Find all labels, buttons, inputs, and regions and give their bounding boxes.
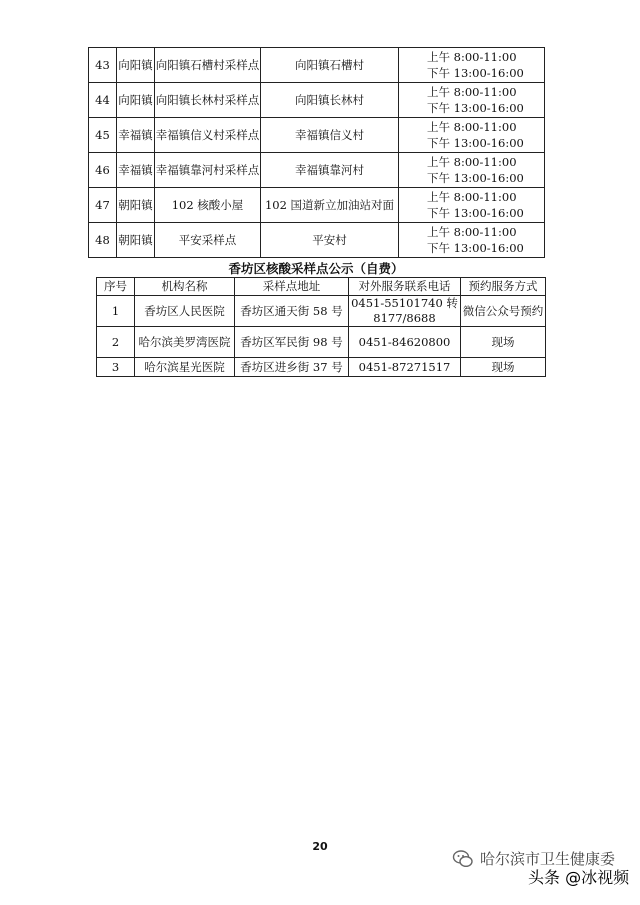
site-address: 香坊区军民街 98 号: [235, 327, 349, 358]
booking-mode: 微信公众号预约: [461, 296, 546, 327]
morning-hours: 上午 8:00-11:00: [427, 225, 517, 239]
header-address: 采样点地址: [235, 278, 349, 296]
town-name: 幸福镇: [117, 153, 155, 188]
service-area: 102 国道新立加油站对面: [261, 188, 399, 223]
town-name: 幸福镇: [117, 118, 155, 153]
service-area: 幸福镇靠河村: [261, 153, 399, 188]
page-number: 20: [312, 840, 328, 853]
service-area: 向阳镇长林村: [261, 83, 399, 118]
morning-hours: 上午 8:00-11:00: [427, 50, 517, 64]
row-number: 43: [89, 48, 117, 83]
site-address: 香坊区进乡街 37 号: [235, 358, 349, 377]
booking-mode: 现场: [461, 327, 546, 358]
morning-hours: 上午 8:00-11:00: [427, 120, 517, 134]
org-name: 哈尔滨星光医院: [135, 358, 235, 377]
service-area: 幸福镇信义村: [261, 118, 399, 153]
afternoon-hours: 下午 13:00-16:00: [427, 136, 524, 150]
site-name: 向阳镇长林村采样点: [155, 83, 261, 118]
org-name: 哈尔滨美罗湾医院: [135, 327, 235, 358]
morning-hours: 上午 8:00-11:00: [427, 190, 517, 204]
booking-mode: 现场: [461, 358, 546, 377]
section-title: 香坊区核酸采样点公示（自费）: [228, 261, 404, 276]
header-phone: 对外服务联系电话: [349, 278, 461, 296]
afternoon-hours: 下午 13:00-16:00: [427, 101, 524, 115]
watermark-platform: 头条 @冰视频: [528, 868, 630, 887]
site-address: 香坊区通天街 58 号: [235, 296, 349, 327]
town-name: 朝阳镇: [117, 188, 155, 223]
header-booking-mode: 预约服务方式: [461, 278, 546, 296]
town-name: 向阳镇: [117, 83, 155, 118]
town-name: 朝阳镇: [117, 223, 155, 258]
afternoon-hours: 下午 13:00-16:00: [427, 206, 524, 220]
row-number: 1: [97, 296, 135, 327]
row-number: 44: [89, 83, 117, 118]
site-name: 向阳镇石槽村采样点: [155, 48, 261, 83]
service-area: 向阳镇石槽村: [261, 48, 399, 83]
morning-hours: 上午 8:00-11:00: [427, 85, 517, 99]
watermark-source: 哈尔滨市卫生健康委: [480, 850, 616, 868]
site-name: 幸福镇信义村采样点: [155, 118, 261, 153]
town-name: 向阳镇: [117, 48, 155, 83]
phone-number: 0451-55101740 转 8177/8688: [349, 296, 461, 327]
row-number: 2: [97, 327, 135, 358]
header-number: 序号: [97, 278, 135, 296]
phone-number: 0451-87271517: [349, 358, 461, 377]
row-number: 3: [97, 358, 135, 377]
site-name: 平安采样点: [155, 223, 261, 258]
row-number: 46: [89, 153, 117, 188]
morning-hours: 上午 8:00-11:00: [427, 155, 517, 169]
header-org: 机构名称: [135, 278, 235, 296]
service-area: 平安村: [261, 223, 399, 258]
phone-number: 0451-84620800: [349, 327, 461, 358]
site-name: 102 核酸小屋: [155, 188, 261, 223]
row-number: 45: [89, 118, 117, 153]
org-name: 香坊区人民医院: [135, 296, 235, 327]
afternoon-hours: 下午 13:00-16:00: [427, 171, 524, 185]
row-number: 48: [89, 223, 117, 258]
row-number: 47: [89, 188, 117, 223]
site-name: 幸福镇靠河村采样点: [155, 153, 261, 188]
afternoon-hours: 下午 13:00-16:00: [427, 66, 524, 80]
afternoon-hours: 下午 13:00-16:00: [427, 241, 524, 255]
